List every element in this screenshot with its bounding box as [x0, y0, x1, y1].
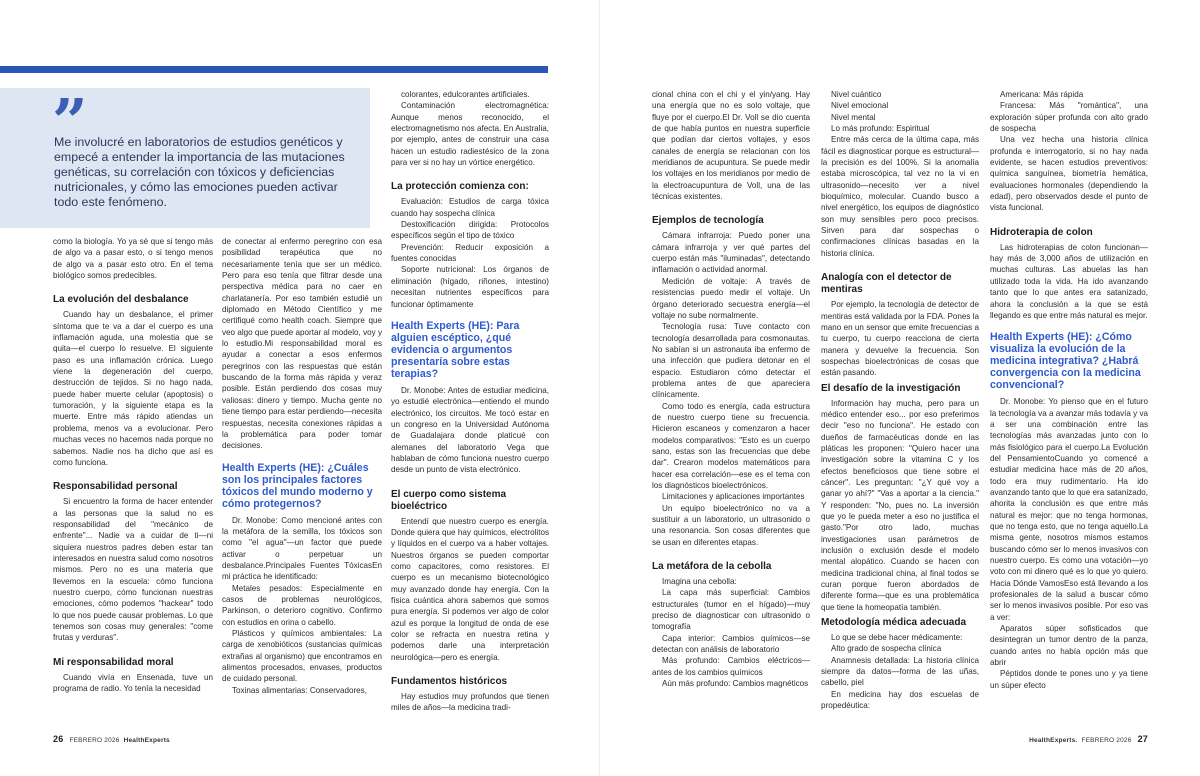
- section-heading: La protección comienza con:: [391, 181, 529, 193]
- right-column-3: [990, 89, 1148, 699]
- section-heading: Fundamentos históricos: [391, 676, 508, 688]
- paragraph: Capa interior: Cambios químicos—se detectan con análisis de laboratorio: [652, 633, 810, 655]
- interview-question: Health Experts (HE): ¿Cómo visualiza la evolución de la medicina integrativa? ¿Habrá convergencia con la medicina convencional?: [990, 331, 1141, 392]
- paragraph: Entre más cerca de la última capa, más fácil es diagnosticar porque es estructural—la precisión es del 100%. Si la anomalía estaba microscópica, tal vez no la vi en ultrasonido—necesito ver a nivel bioquímico, molecular. Cuando busco a nivel energético, los equipos de diagnóstico son muy sensibles pero poco precisos. Sirven para dar sospechas o confirmaciones clínicas basadas en la historia clínica.: [821, 135, 979, 258]
- paragraph: Aparatos súper sofisticados que desintegran un tumor dentro de la panza, cuando antes no había opción más que abrir: [990, 624, 1148, 668]
- left-column-2: [222, 236, 382, 696]
- paragraph: Limitaciones y aplicaciones importantes: [662, 492, 805, 502]
- section-heading: Metodología médica adecuada: [821, 617, 967, 629]
- paragraph: Cuando hay un desbalance, el primer síntoma que te va a dar el cuerpo es una inflamación aguda, una molestia que se quita—el cuerpo lo resuelve. El siguiente paso es una inflamación crónica. Luego viene la degeneración del cuerpo, destrucción de tejidos. Si no hago nada, puede haber muerte celular (apoptosis) o tumoración, y la siguiente etapa es la muerte. Entre más rápido atiendas un problema, menos va a evolucionar. Pero muchas veces no hacemos nada porque no sabemos. Nadie nos ha dicho que así es como funciona.: [53, 310, 213, 467]
- paragraph: Cámara infrarroja: Puedo poner una cámara infrarroja y ver qué partes del cuerpo están más "iluminadas", detectando inflamación o actividad anormal.: [652, 231, 810, 275]
- brand-name: HealthExperts: [123, 737, 170, 744]
- paragraph: Destoxificación dirigida: Protocolos específicos según el tipo de tóxico: [391, 220, 549, 241]
- paragraph: de conectar al enfermo peregrino con esa posibilidad terapéutica que no necesariamente tenía que ser un médico. Pero para eso tenía que filtrar desde una perspectiva médica para no caer en charlatanería. Por eso también estudié un diplomado en Método Científico y me certifiqué como health coach. Siempre que veo algo que puede aportar al modelo, voy y lo estudio.Mi responsabilidad moral es ayudar a conectar a esos enfermos peregrinos con las respuestas que están buscando de la forma más rápida y veraz posible. Están perdiendo dos cosas muy valiosas: dinero y tiempo. Mucha gente no tiene tiempo para estar perdiendo—necesita respuestas, necesita conexiones rápidas a la problemática para poder tomar decisiones.: [222, 237, 382, 451]
- paragraph: Dr. Monobe: Como mencioné antes con la metáfora de la semilla, los tóxicos son como "el agua"—un factor que puede activar o perpetuar un desbalance.Principales Fuentes TóxicasEn mi práctica he identificado:: [222, 515, 382, 582]
- page-number: 27: [1137, 734, 1148, 744]
- left-column-3: [391, 89, 549, 713]
- paragraph: Contaminación electromagnética: Aunque menos reconocido, el electromagnetismo nos afecta. En Australia, por ejemplo, antes de construir una casa hacen un estudio radiestésico de la zona para ver si no hay un vórtice energético.: [391, 101, 549, 168]
- paragraph: Metales pesados: Especialmente en casos de problemas neurológicos, Parkinson, o deterioro cognitivo. Confirmo con estudios en orina o cabello.: [222, 583, 382, 627]
- paragraph: Si encuentro la forma de hacer entender a las personas que la salud no es responsabilidad del "mecánico de enfrente"... Nadie va a cuidar de ti—ni siquiera nuestros padres deben estar tan interesados en nuestra salud como nosotros mismos. Pero no es una materia que llevemos en la escuela: cómo funciona nuestro cuerpo, cómo funcionan nuestras emociones, cómo podemos "hackear" todo lo que nos puede causar problemas. Lo que tenemos son cosas muy generales: "come frutas y verduras".: [53, 497, 213, 643]
- paragraph: En medicina hay dos escuelas de propedéutica:: [821, 689, 979, 711]
- issue-date: FEBRERO 2026: [1081, 737, 1132, 744]
- paragraph: Más profundo: Cambios eléctricos—antes de los cambios químicos: [652, 656, 810, 677]
- paragraph: Hay estudios muy profundos que tienen miles de años—la medicina tradi-: [391, 692, 549, 713]
- paragraph: Información hay mucha, pero para un médico entender eso... por eso preferimos decir "eso no funciona". He estado con dueños de farmacéuticas donde en las pláticas les proponen: "Quiero hacer una investigación sobre la vitamina C y los efectos beneficiosos que tiene sobre el cáncer". Les preguntan: "¿Y qué voy a ganar yo ahí?" "Vas a aportar a la ciencia." Y responden: "No, pues no. La inversión que yo le pueda meter a eso no justifica el gasto."Por otro lado, muchas investigaciones usan parámetros de inclusión o exclusión desde el modelo mental alopático. Cuando se hacen con medicina tradicional china, al final todos se curan porque fueron abordados de diferente forma—que es una problemática que tiene la homeopatía también.: [821, 398, 979, 612]
- paragraph: Imagina una cebolla:: [662, 577, 737, 587]
- section-heading: La evolución del desbalance: [53, 294, 189, 306]
- paragraph: Tecnología rusa: Tuve contacto con tecnología desarrollada para cosmonautas. No sabían si un astronauta iba enfermo de una infección que pudiera detonar en el espacio. Estudiaron cómo detectar el problema antes de que apareciera clínicamente.: [652, 322, 810, 400]
- section-heading: El desafío de la investigación: [821, 382, 961, 394]
- right-page: [600, 0, 1200, 776]
- left-column-1: [53, 236, 213, 696]
- paragraph: Dr. Monobe: Antes de estudiar medicina, yo estudié electrónica—entiendo el mundo electrónico, los circuitos. Me tocó estar en un congreso en la Universidad Autónoma de Guadalajara donde platicué con alemanes del laboratorio Vega que hablaban de cómo funciona nuestro cuerpo desde un punto de vista electrónico.: [391, 385, 549, 475]
- paragraph: Nivel mental: [831, 112, 876, 122]
- right-folio: [1029, 734, 1148, 744]
- paragraph: Nivel emocional: [831, 101, 889, 111]
- paragraph: como la biología. Yo ya sé que si tengo más de algo va a pasar esto, o si tengo menos de algo va a pasar esto otro. En el tema biológico somos predecibles.: [53, 237, 213, 281]
- top-accent-bar: [0, 66, 548, 73]
- page-number: 26: [53, 734, 64, 744]
- paragraph: Americana: Más rápida: [1000, 90, 1084, 99]
- pullquote-text: Me involucré en laboratorios de estudios genéticos y empecé a entender la importancia de las mutaciones genéticas, su correlación con tóxicos y deficiencias nutricionales, y cómo las emociones pueden activar todo este fenómeno.: [54, 135, 345, 209]
- right-column-1: [652, 89, 810, 699]
- paragraph: Soporte nutricional: Los órganos de eliminación (hígado, riñones, intestino) necesitan nutrientes específicos para funcionar óptimamente: [391, 265, 549, 309]
- paragraph: Las hidroterapias de colon funcionan—hay más de 3,000 años de utilización en muchas culturas. Las abuelas las han utilizado toda la vida. Ha ido avanzando tanto que lo que antes era satanizado, ahora la conclusión a la que se está llegando es que entre más natural es mejor.: [990, 242, 1148, 320]
- paragraph: Un equipo bioelectrónico no va a sustituir a un laboratorio, un ultrasonido o una resonancia. Son cosas diferentes que se usan en diferentes etapas.: [652, 503, 810, 547]
- issue-date: FEBRERO 2026: [69, 737, 120, 744]
- paragraph: Por ejemplo, la tecnología de detector de mentiras está validada por la FDA. Pones la mano en un sensor que emite frecuencias a tu cuerpo, tu cuerpo reacciona de cierta manera y devuelve la frecuencia. Son sospechas bioelectrónicas de cosas que están pasando.: [821, 300, 979, 378]
- interview-question: Health Experts (HE): ¿Cuáles son los principales factores tóxicos del mundo moderno y cómo protegernos?: [222, 461, 373, 510]
- paragraph: Anamnesis detallada: La historia clínica siempre da datos—forma de las uñas, cabello, piel: [821, 655, 979, 688]
- paragraph: cional china con el chi y el yin/yang. Hay una energía que no es solo voltaje, que fluye por el cuerpo.El Dr. Voll se dio cuenta de que había puntos en nuestra superficie que podían dar ciertos voltajes, y esos canales de energía se relacionan con los meridianos de acupuntura. Se puede medir los voltajes en los meridianos por medio de la electroacupuntura de Voll, una de las técnicas existentes.: [652, 90, 810, 202]
- paragraph: Toxinas alimentarias: Conservadores,: [232, 685, 367, 695]
- paragraph: Alto grado de sospecha clínica: [831, 644, 942, 654]
- paragraph: Nivel cuántico: [831, 90, 882, 99]
- paragraph: Evaluación: Estudios de carga tóxica cuando hay sospecha clínica: [391, 197, 549, 218]
- paragraph: Lo más profundo: Espiritual: [831, 124, 930, 134]
- quote-mark-icon: ”: [52, 85, 88, 158]
- interview-question: Health Experts (HE): Para alguien escéptico, ¿qué evidencia o argumentos presentaría sobre estas terapias?: [391, 319, 520, 380]
- paragraph: Lo que se debe hacer médicamente:: [831, 633, 963, 643]
- paragraph: Medición de voltaje: A través de resistencias puedo medir el voltaje. Un órgano deteriorado secuestra energía—el voltaje no sube normalmente.: [652, 276, 810, 320]
- paragraph: Cuando vivía en Ensenada, tuve un programa de radio. Yo tenía la necesidad: [53, 672, 213, 693]
- paragraph: Como todo es energía, cada estructura de nuestro cuerpo tiene su frecuencia. Hicieron escaneos y comenzaron a hacer modelos comparativos: "Esto es un cuerpo sano, estas son las frecuencias que debe dar". Crearon modelos matemáticos para hacer esa correlación—ese es el tema con los diagnósticos bioelectrónicos.: [652, 401, 810, 490]
- section-heading: Ejemplos de tecnología: [652, 215, 764, 227]
- paragraph: Dr. Monobe: Yo pienso que en el futuro la tecnología va a avanzar más todavía y va a ser una combinación entre las tecnologías más avanzadas junto con lo más fisiológico para el cuerpo.La Evolución del PensamientoCuando yo comencé a estudiar medicina hace más de 20 años, todo era muy rudimentario. Ha ido avanzando tanto que lo que era satanizado, ahorita la conclusión es que entre más natural es mejor: que no tenga hormonas, que no tenga esto, que no tenga aquello.La misma gente, nosotros mismos estamos buscando cómo ser lo menos invasivos con nuestro cuerpo. Es como una votación—yo voto con mi dinero qué es lo que yo quiero. Hacia Dónde VamosEso está llevando a los profesionales de la salud a buscar cómo ser lo menos invasivos posible. Por eso vas a ver:: [990, 397, 1148, 622]
- section-heading: Analogía con el detector de mentiras: [821, 272, 952, 296]
- section-heading: El cuerpo como sistema bioeléctrico: [391, 488, 507, 512]
- section-heading: Hidroterapia de colon: [990, 226, 1093, 238]
- section-heading: La metáfora de la cebolla: [652, 561, 772, 573]
- paragraph: Aún más profundo: Cambios magnéticos: [662, 679, 809, 689]
- paragraph: La capa más superficial: Cambios estructurales (tumor en el hígado)—muy preciso de diagnosticar con ultrasonido o tomografía: [652, 588, 810, 632]
- paragraph: Entendí que nuestro cuerpo es energía. Donde quiera que hay químicos, electrolitos y líquidos en el cuerpo va a haber voltajes. Nuestros órganos se pueden comportar como capacitores, como resistores. El cuerpo es un mecanismo biotecnológico muy avanzado donde hay energía. Con la física cuántica ahora sabemos que somos pura energía. Si podemos ver algo de color azul es porque la longitud de onda de ese color se refracta en nuestra retina y podemos darle una interpretación neurológica—pero es energía.: [391, 516, 549, 662]
- paragraph: colorantes, edulcorantes artificiales.: [401, 90, 530, 99]
- left-folio: [53, 734, 170, 744]
- section-heading: Responsabilidad personal: [53, 481, 178, 493]
- paragraph: Prevención: Reducir exposición a fuentes conocidas: [391, 242, 549, 264]
- paragraph: Una vez hecha una historia clínica profunda e interrogatorio, si no hay nada evidente, se hacen estudios preventivos: química sanguínea, biometría hemática, evaluaciones hormonales (dependiendo la edad), pero observados desde el punto de vista funcional.: [990, 135, 1148, 213]
- section-heading: Mi responsabilidad moral: [53, 656, 174, 668]
- right-column-2: [821, 89, 979, 711]
- brand-name: HealthExperts.: [1029, 737, 1078, 744]
- paragraph: Francesa: Más "romántica", una exploración súper profunda con alto grado de sospecha: [990, 101, 1148, 134]
- paragraph: Plásticos y químicos ambientales: La carga de xenobióticos (sustancias químicas extrañas al organismo) que encontramos en alimentos procesados, envases, productos de cuidado personal.: [222, 628, 382, 684]
- paragraph: Péptidos donde te pones uno y ya tiene un súper efecto: [990, 669, 1148, 690]
